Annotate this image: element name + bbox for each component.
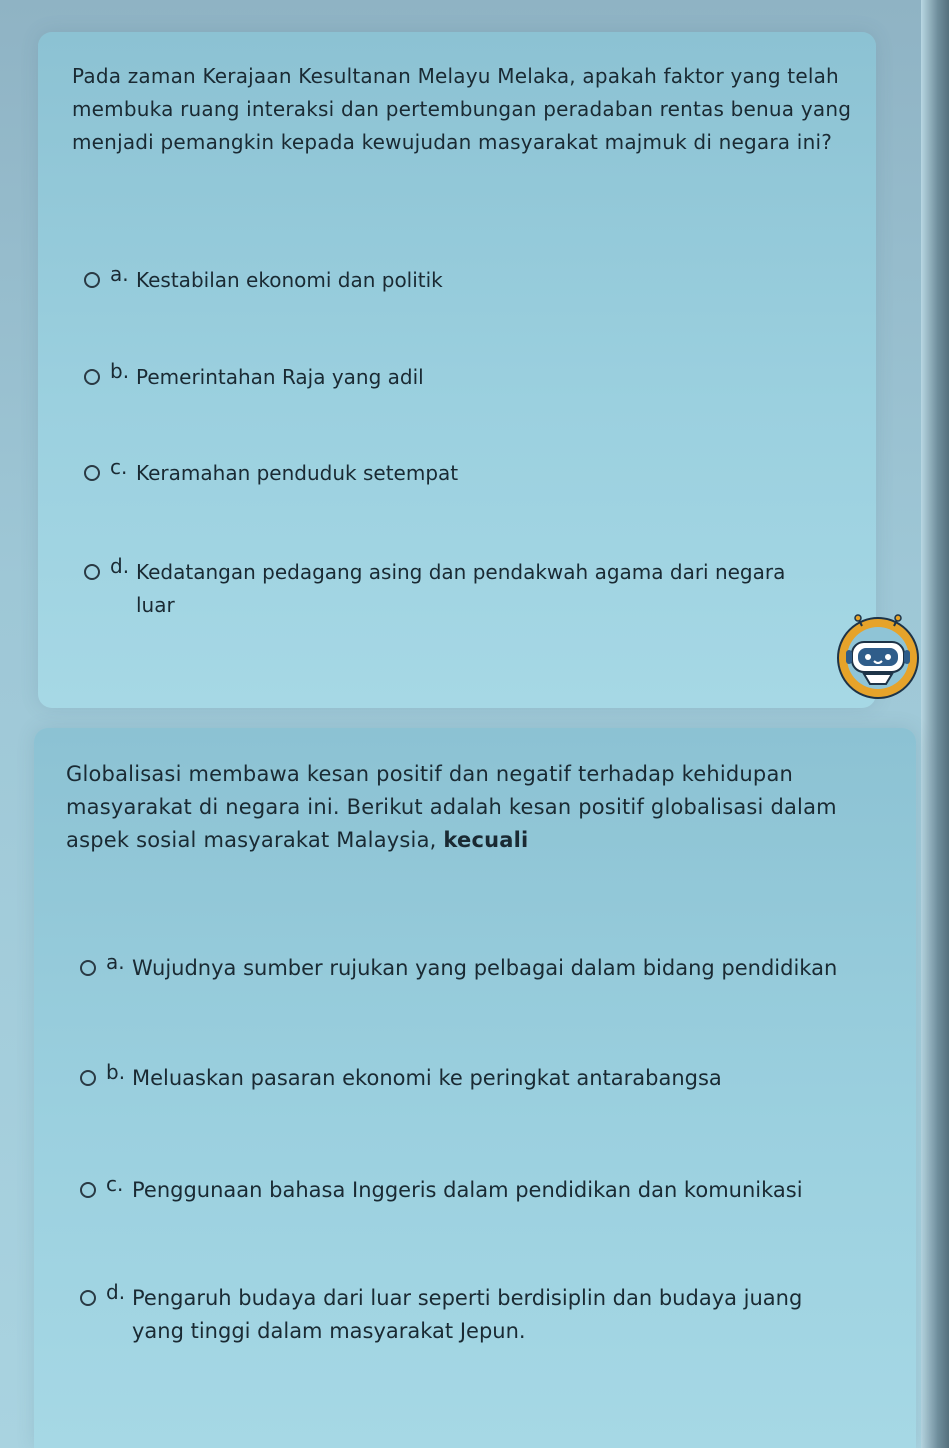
option-text: Wujudnya sumber rujukan yang pelbagai dalam bidang pendidikan: [132, 956, 838, 980]
question-2-emphasis: kecuali: [443, 828, 529, 852]
option-2-d[interactable]: [80, 1282, 840, 1348]
radio-button[interactable]: [84, 272, 100, 288]
option-text: Pemerintahan Raja yang adil: [136, 365, 424, 389]
option-2-b[interactable]: [80, 1062, 722, 1095]
radio-button[interactable]: [80, 1182, 96, 1198]
question-2-text: [66, 758, 886, 857]
option-letter: d.: [110, 554, 130, 578]
option-letter: c.: [110, 455, 128, 479]
option-text: Meluaskan pasaran ekonomi ke peringkat antarabangsa: [132, 1066, 722, 1090]
screen-edge: [921, 0, 949, 1448]
radio-button[interactable]: [84, 465, 100, 481]
radio-button[interactable]: [80, 1070, 96, 1086]
option-1-b[interactable]: [84, 361, 424, 394]
option-letter: b.: [110, 359, 130, 383]
radio-button[interactable]: [84, 564, 100, 580]
option-text: Keramahan penduduk setempat: [136, 461, 459, 485]
question-card-1: [38, 32, 876, 708]
radio-button[interactable]: [84, 369, 100, 385]
option-text: Kedatangan pedagang asing dan pendakwah agama dari negara luar: [136, 560, 786, 617]
option-1-d[interactable]: [84, 556, 804, 622]
option-2-a[interactable]: [80, 952, 837, 985]
question-card-2: [34, 728, 916, 1448]
option-letter: a.: [106, 950, 125, 974]
option-text: Kestabilan ekonomi dan politik: [136, 268, 443, 292]
option-text: Pengaruh budaya dari luar seperti berdisiplin dan budaya juang yang tinggi dalam masyarakat Jepun.: [132, 1286, 803, 1343]
option-1-a[interactable]: [84, 264, 443, 297]
option-letter: a.: [110, 262, 129, 286]
radio-button[interactable]: [80, 960, 96, 976]
option-1-c[interactable]: [84, 457, 458, 490]
option-2-c[interactable]: [80, 1174, 803, 1207]
option-letter: d.: [106, 1280, 126, 1304]
question-2-body: Globalisasi membawa kesan positif dan negatif terhadap kehidupan masyarakat di negara ini. Berikut adalah kesan positif globalisasi dalam aspek sosial masyarakat Malaysia,: [66, 762, 837, 852]
question-1-text: Pada zaman Kerajaan Kesultanan Melayu Melaka, apakah faktor yang telah membuka ruang interaksi dan pertembungan peradaban rentas benua yang menjadi pemangkin kepada kewujudan masyarakat majmuk di negara ini?: [72, 64, 852, 154]
option-letter: b.: [106, 1060, 126, 1084]
option-text: Penggunaan bahasa Inggeris dalam pendidikan dan komunikasi: [132, 1178, 803, 1202]
robot-mascot-icon: [834, 612, 922, 700]
option-letter: c.: [106, 1172, 124, 1196]
radio-button[interactable]: [80, 1290, 96, 1306]
